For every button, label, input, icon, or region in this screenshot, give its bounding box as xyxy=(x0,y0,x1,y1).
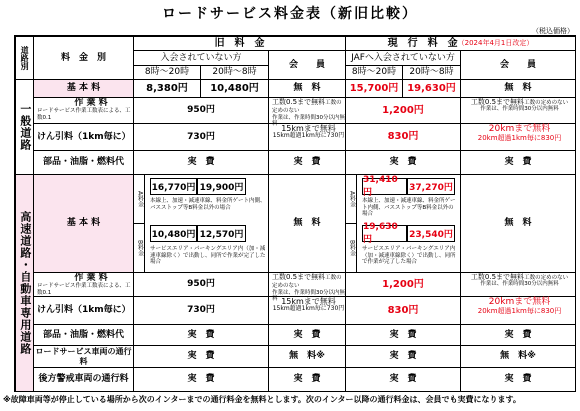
old-non-member-header: 入会されていない方 xyxy=(134,51,269,66)
highway-road-vehicle-old: 実 費 xyxy=(134,346,269,368)
highway-basic-new-member: 無 料 xyxy=(461,175,576,273)
highway-tow-label: けん引料（1km毎に） xyxy=(34,297,134,325)
general-tow-label: けん引料（1km毎に） xyxy=(34,124,134,151)
highway-road-vehicle-label: ロードサービス車両の通行料 xyxy=(34,346,134,368)
highway-b-new-night: 23,540円 xyxy=(407,225,455,242)
highway-b-old-note: サービスエリア・パーキングエリア内（加・減速車線除く）で出動し、同所で作業が完了した場合 xyxy=(150,246,266,266)
general-basic-old-night: 10,480円 xyxy=(201,80,269,98)
fee-type-header: 料 金 別 xyxy=(34,37,134,80)
old-member-header: 会 員 xyxy=(269,51,346,80)
highway-basic-label: 基 本 料 xyxy=(34,175,134,273)
highway-label: 高速道路・自動車専用道路 xyxy=(16,175,34,392)
footnote: ※故障車両等が停止している場所から次のインターまでの通行料金を無料とします。次のインター以降の通行料金は、会員でも実費になります。 xyxy=(3,395,521,404)
general-tow-new-member: 20kmまで無料 20km超過1km毎に830円 xyxy=(461,124,576,151)
general-tow-new: 830円 xyxy=(346,124,461,151)
highway-a-new-day: 31,410円 xyxy=(362,178,407,195)
highway-tow-old: 730円 xyxy=(134,297,269,325)
highway-b-old-night: 12,570円 xyxy=(197,225,246,242)
highway-work-new-member: 工数0.5まで無料工数の定めのない 作業は、作業時間30分以内無料 xyxy=(461,273,576,297)
general-parts-old: 実 費 xyxy=(134,151,269,175)
highway-rear-vehicle-new: 実 費 xyxy=(346,368,461,392)
highway-parts-new-member: 実 費 xyxy=(461,325,576,346)
highway-a-old-day: 16,770円 xyxy=(150,178,197,195)
highway-rear-vehicle-new-member: 実 費 xyxy=(461,368,576,392)
road-type-header: 道路別 xyxy=(16,37,34,80)
highway-rear-vehicle-old: 実 費 xyxy=(134,368,269,392)
highway-road-vehicle-new-member: 無 料※ xyxy=(461,346,576,368)
highway-parts-new: 実 費 xyxy=(346,325,461,346)
general-parts-new: 実 費 xyxy=(346,151,461,175)
general-basic-new-member: 無 料 xyxy=(461,80,576,98)
old-fee-header: 旧 料 金 xyxy=(134,37,346,51)
new-non-member-header: JAFへ入会されていない方 xyxy=(346,51,461,66)
new-b-side: B料金 xyxy=(346,224,357,273)
general-parts-label: 部品・油脂・燃料代 xyxy=(34,151,134,175)
highway-parts-label: 部品・油脂・燃料代 xyxy=(34,325,134,346)
old-b-side: B料金 xyxy=(134,224,145,273)
old-a-side: A料金 xyxy=(134,175,145,224)
general-basic-old-day: 8,380円 xyxy=(134,80,201,98)
highway-basic-old-member: 無 料 xyxy=(269,175,346,273)
general-work-old: 950円 xyxy=(134,98,269,124)
highway-tow-new: 830円 xyxy=(346,297,461,325)
highway-work-old: 950円 xyxy=(134,273,269,297)
highway-tow-new-member: 20kmまで無料 20km超過1km毎に830円 xyxy=(461,297,576,325)
highway-road-vehicle-new: 実 費 xyxy=(346,346,461,368)
general-basic-label: 基 本 料 xyxy=(34,80,134,98)
highway-work-old-member: 工数0.5まで無料工数の定めのない 作業は、作業時間30分以内無料 xyxy=(269,273,346,297)
new-day-header: 8時〜20時 xyxy=(346,66,403,80)
highway-a-old-note: 本線上、加速・減速車線、料金所ゲート内側、バスストップ等B料金以外の場合 xyxy=(150,198,266,211)
new-a-side: A料金 xyxy=(346,175,357,224)
old-night-header: 20時〜8時 xyxy=(201,66,269,80)
general-basic-new-night: 19,630円 xyxy=(403,80,461,98)
page-title: ロードサービス料金表（新旧比較） xyxy=(162,6,418,22)
new-night-header: 20時〜8時 xyxy=(403,66,461,80)
highway-b-old-day: 10,480円 xyxy=(150,225,197,242)
general-parts-old-member: 実 費 xyxy=(269,151,346,175)
highway-tow-old-member: 15kmまで無料 15km超過1km毎に730円 xyxy=(269,297,346,325)
highway-a-old-night: 19,900円 xyxy=(197,178,246,195)
general-work-label: 作 業 料 ロードサービス作業工数表による、工数0.1 xyxy=(34,98,134,124)
new-fee-header: 現 行 料 金 （2024年4月1日改定） xyxy=(346,37,576,51)
highway-parts-old-member: 実 費 xyxy=(269,325,346,346)
general-work-new: 1,200円 xyxy=(346,98,461,124)
highway-b-new-note: サービスエリア・パーキングエリア内（加・減速車線除く）で出動し、同所で作業が完了した場合 xyxy=(362,246,456,266)
general-tow-old: 730円 xyxy=(134,124,269,151)
highway-b-new-day: 19,630円 xyxy=(362,225,407,242)
highway-road-vehicle-old-member: 無 料※ xyxy=(269,346,346,368)
tax-note: （税込価格） xyxy=(532,27,574,35)
general-tow-old-member: 15kmまで無料 15km超過1km毎に730円 xyxy=(269,124,346,151)
general-basic-old-member: 無 料 xyxy=(269,80,346,98)
old-day-header: 8時〜20時 xyxy=(134,66,201,80)
general-work-old-member: 工数0.5まで無料工数の定めのない 作業は、作業時間30分以内無料 xyxy=(269,98,346,124)
highway-work-new: 1,200円 xyxy=(346,273,461,297)
general-work-new-member: 工数0.5まで無料工数の定めのない 作業は、作業時間30分以内無料 xyxy=(461,98,576,124)
general-parts-new-member: 実 費 xyxy=(461,151,576,175)
highway-parts-old: 実 費 xyxy=(134,325,269,346)
general-road-label: 一般道路 xyxy=(16,80,34,175)
highway-rear-vehicle-old-member: 実 費 xyxy=(269,368,346,392)
general-basic-new-day: 15,700円 xyxy=(346,80,403,98)
highway-a-new-note: 本線上、加速・減速車線、料金所ゲート内側、バスストップ等B料金以外の場合 xyxy=(362,198,456,218)
highway-work-label: 作 業 料 ロードサービス作業工数表による、工数0.1 xyxy=(34,273,134,297)
highway-a-new-night: 37,270円 xyxy=(407,178,455,195)
highway-rear-vehicle-label: 後方警戒車両の通行料 xyxy=(34,368,134,392)
new-member-header: 会 員 xyxy=(461,51,576,80)
